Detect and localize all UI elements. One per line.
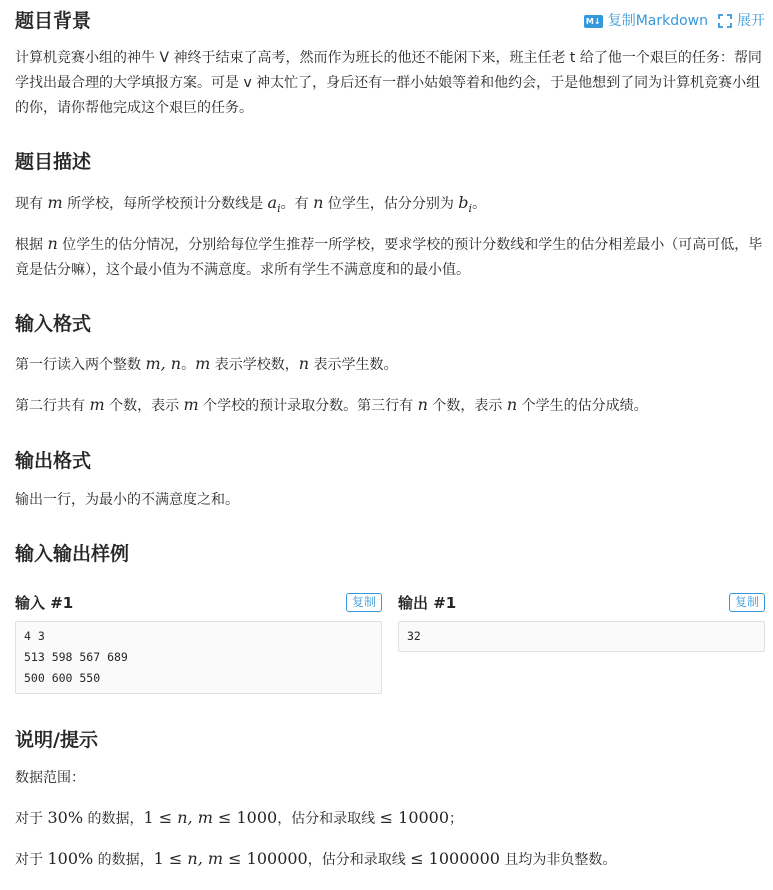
math-var: b <box>458 193 469 212</box>
math-number: 30% <box>47 808 84 827</box>
math-expr: ≤ 1000000 <box>410 849 500 868</box>
math-var: n <box>506 395 518 414</box>
description-para-1 <box>15 190 765 221</box>
math-expr: ≤ 10000 <box>379 808 450 827</box>
math-var: n <box>313 193 324 212</box>
math-subscript: i <box>468 201 473 215</box>
text: 表示学校数， <box>210 357 299 373</box>
math-var: m <box>195 354 211 373</box>
text: 位学生，估分分别为 <box>323 196 459 212</box>
math-var: m, n <box>145 354 182 373</box>
copy-input-button[interactable]: 复制 <box>346 593 382 612</box>
math-var: n, m <box>187 849 224 868</box>
math-var: n <box>417 395 428 414</box>
markdown-icon: M↓ <box>584 15 603 28</box>
text: 。 <box>472 196 487 212</box>
text: ； <box>449 811 464 827</box>
math-var: m <box>89 395 105 414</box>
sample-output-header <box>398 590 765 614</box>
text: 的数据， <box>83 811 144 827</box>
sample-output-label: 输出 #1 <box>398 593 457 612</box>
description-para-2 <box>15 231 765 283</box>
math-var: n, m <box>177 808 213 827</box>
samples-title: 输入输出样例 <box>15 543 130 565</box>
expand-button[interactable] <box>718 11 765 31</box>
output-format-title: 输出格式 <box>15 450 92 472</box>
hint-title: 说明/提示 <box>15 729 98 751</box>
description-title: 题目描述 <box>15 151 92 173</box>
expand-label: 展开 <box>737 13 765 29</box>
text: 。 <box>181 357 196 373</box>
text: 个学校的预计录取分数。第三行有 <box>198 398 418 414</box>
text: 第二行共有 <box>15 398 90 414</box>
code-line: 4 3 <box>24 629 45 643</box>
text: 个数，表示 <box>104 398 184 414</box>
math-var: n <box>298 354 310 373</box>
sample-input-label: 输入 #1 <box>15 593 74 612</box>
text: 。有 <box>280 196 314 212</box>
text: 对于 <box>15 811 48 827</box>
copy-markdown-label: 复制Markdown <box>607 13 708 29</box>
text: 根据 <box>15 237 48 253</box>
text: 所学校，每所学校预计分数线是 <box>62 196 268 212</box>
hint-line-2 <box>15 846 765 873</box>
math-expr: 1 ≤ <box>153 849 188 868</box>
input-format-para-2 <box>15 392 765 419</box>
math-var: m <box>47 193 63 212</box>
text: 现有 <box>15 196 48 212</box>
sample-input-code <box>15 621 382 694</box>
text: 表示学生数。 <box>309 357 398 373</box>
text: 位学生的估分情况，分别给每位学生推荐一所学校，要求学校的预计分数线和学生的估分相差最小（可高可低，毕竟是估分嘛），这个最小值为不满意度。求所有学生不满意度和的最小值。 <box>15 237 763 278</box>
hint-line-1 <box>15 805 765 832</box>
input-format-title: 输入格式 <box>15 313 92 335</box>
output-format-text: 输出一行，为最小的不满意度之和。 <box>15 492 239 508</box>
text: 且均为非负整数。 <box>499 852 617 868</box>
math-var: n <box>47 234 58 253</box>
sample-input-header <box>15 590 382 614</box>
sample-output-panel <box>398 590 765 652</box>
background-text: 计算机竞赛小组的神牛 V 神终于结束了高考，然而作为班长的他还不能闲下来，班主任老 t 给了他一个艰巨的任务：帮同学找出最合理的大学填报方案。可是 v 神太忙了，身后还有一群小姑娘等着和他约会，于是他想到了同为计算机竞赛小组的你，请你帮他完成这个艰巨的任务。 <box>15 50 762 116</box>
text: 个学生的估分成绩。 <box>517 398 648 414</box>
text: ，估分和录取线 <box>307 852 411 868</box>
math-subscript: i <box>277 201 281 215</box>
math-expr: ≤ 100000 <box>223 849 308 868</box>
expand-icon <box>718 14 732 28</box>
data-range-label: 数据范围： <box>15 770 85 786</box>
input-format-para-1 <box>15 351 765 378</box>
math-expr: ≤ 1000 <box>212 808 278 827</box>
background-title: 题目背景 <box>15 10 92 32</box>
math-expr: 1 ≤ <box>143 808 178 827</box>
text: 个数，表示 <box>427 398 507 414</box>
copy-output-button[interactable]: 复制 <box>729 593 765 612</box>
code-line: 513 598 567 689 <box>24 650 128 664</box>
text: 对于 <box>15 852 48 868</box>
text: 第一行读入两个整数 <box>15 357 146 373</box>
code-line: 32 <box>407 629 421 643</box>
code-line: 500 600 550 <box>24 671 101 685</box>
math-number: 100% <box>47 849 94 868</box>
sample-output-code <box>398 621 765 652</box>
copy-markdown-button[interactable] <box>584 11 708 31</box>
text: ，估分和录取线 <box>277 811 380 827</box>
toolbar <box>584 11 765 31</box>
sample-input-panel <box>15 590 382 694</box>
math-var: m <box>183 395 199 414</box>
text: 的数据， <box>93 852 154 868</box>
math-var: a <box>267 193 278 212</box>
